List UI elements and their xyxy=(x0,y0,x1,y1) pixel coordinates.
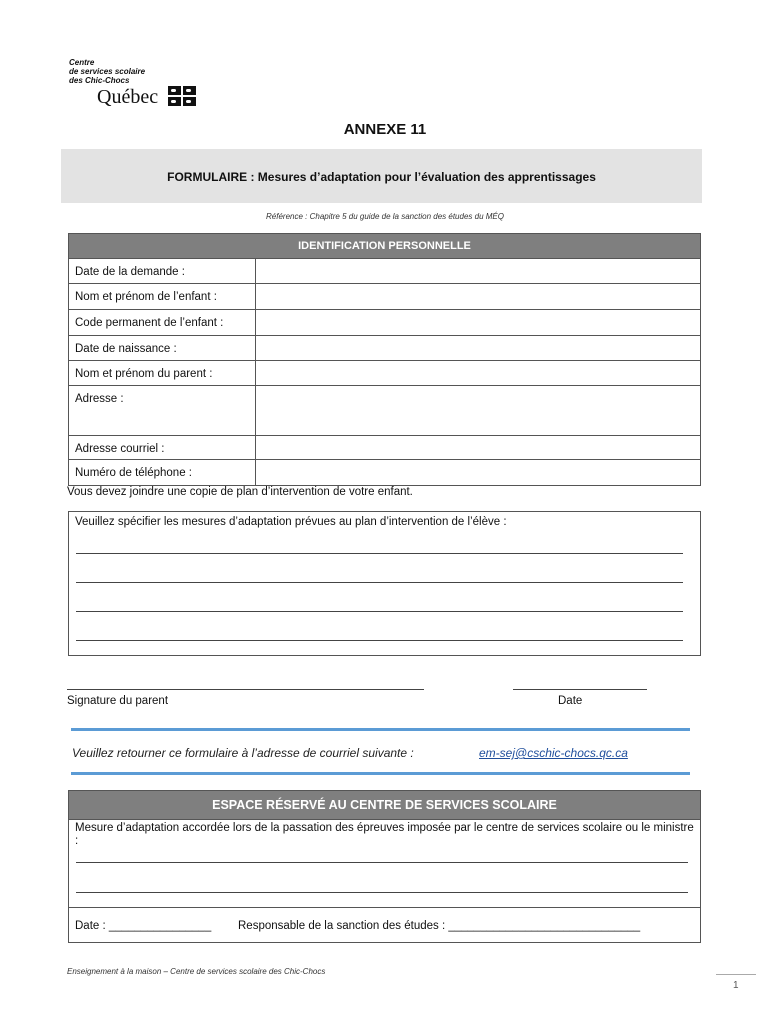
table-row xyxy=(69,460,700,485)
page-number-rule xyxy=(716,974,756,975)
page-footer: Enseignement à la maison – Centre de services scolaire des Chic-Chocs xyxy=(67,967,326,976)
reference-note: Référence : Chapitre 5 du guide de la sanction des études du MÉQ xyxy=(266,212,504,221)
field-label-date-demande: Date de la demande : xyxy=(69,259,256,283)
reserved-line-2[interactable] xyxy=(76,892,688,893)
fleur-de-lis-flag-icon xyxy=(168,86,196,106)
divider-bottom xyxy=(71,772,690,775)
table-row xyxy=(69,361,700,386)
field-label-courriel: Adresse courriel : xyxy=(69,436,256,459)
page-number: 1 xyxy=(733,980,739,991)
logo-line-services: de services scolaire xyxy=(69,67,146,76)
return-email-link[interactable]: em-sej@cschic-chocs.qc.ca xyxy=(479,746,628,760)
reserved-responsable-field[interactable]: Responsable de la sanction des études : ______________________________ xyxy=(238,920,641,932)
annexe-title: ANNEXE 11 xyxy=(343,121,427,138)
field-label-nom-enfant: Nom et prénom de l’enfant : xyxy=(69,284,256,309)
mesures-line-1[interactable] xyxy=(76,553,683,554)
field-input-date-demande[interactable] xyxy=(256,259,700,283)
table-row xyxy=(69,336,700,361)
signature-date-label: Date xyxy=(558,695,583,707)
return-instructions: Veuillez retourner ce formulaire à l’adresse de courriel suivante : xyxy=(72,746,414,760)
logo-line-centre: Centre xyxy=(69,58,95,67)
reserved-header: ESPACE RÉSERVÉ AU CENTRE DE SERVICES SCOLAIRE xyxy=(69,791,700,820)
field-label-code-permanent: Code permanent de l’enfant : xyxy=(69,310,256,335)
mesures-line-3[interactable] xyxy=(76,611,683,612)
identification-table xyxy=(68,233,701,486)
signature-line[interactable] xyxy=(67,689,424,690)
field-label-adresse: Adresse : xyxy=(69,386,256,435)
field-input-code-permanent[interactable] xyxy=(256,310,700,335)
mesures-line-4[interactable] xyxy=(76,640,683,641)
table-row xyxy=(69,436,700,460)
logo-line-chic-chocs: des Chic-Chocs xyxy=(69,76,130,85)
field-input-adresse[interactable] xyxy=(256,386,700,435)
date-line[interactable] xyxy=(513,689,647,690)
field-label-date-naissance: Date de naissance : xyxy=(69,336,256,360)
mesures-adaptation-box xyxy=(68,511,701,656)
field-input-nom-parent[interactable] xyxy=(256,361,700,385)
logo-quebec-wordmark: Québec xyxy=(97,86,159,108)
plan-intervention-note: Vous devez joindre une copie de plan d’intervention de votre enfant. xyxy=(67,486,413,498)
field-label-telephone: Numéro de téléphone : xyxy=(69,460,256,485)
field-input-date-naissance[interactable] xyxy=(256,336,700,360)
mesures-adaptation-label: Veuillez spécifier les mesures d’adaptation prévues au plan d’intervention de l’élève : xyxy=(75,516,507,528)
reserved-divider xyxy=(69,907,700,908)
reserved-section xyxy=(68,790,701,943)
table-row xyxy=(69,310,700,336)
field-input-nom-enfant[interactable] xyxy=(256,284,700,309)
field-input-courriel[interactable] xyxy=(256,436,700,459)
field-label-nom-parent: Nom et prénom du parent : xyxy=(69,361,256,385)
reserved-line-1[interactable] xyxy=(76,862,688,863)
reserved-date-field[interactable]: Date : ________________ xyxy=(75,920,212,932)
form-title: FORMULAIRE : Mesures d’adaptation pour l’évaluation des apprentissages xyxy=(167,170,596,184)
mesures-line-2[interactable] xyxy=(76,582,683,583)
reserved-mesure-text: Mesure d’adaptation accordée lors de la passation des épreuves imposée par le centre de services scolaire ou le ministre : xyxy=(75,822,694,847)
identification-header: IDENTIFICATION PERSONNELLE xyxy=(69,234,700,259)
signature-parent-label: Signature du parent xyxy=(67,695,169,707)
field-input-telephone[interactable] xyxy=(256,460,700,485)
table-row xyxy=(69,284,700,310)
table-row xyxy=(69,259,700,284)
divider-top xyxy=(71,728,690,731)
table-row xyxy=(69,386,700,436)
